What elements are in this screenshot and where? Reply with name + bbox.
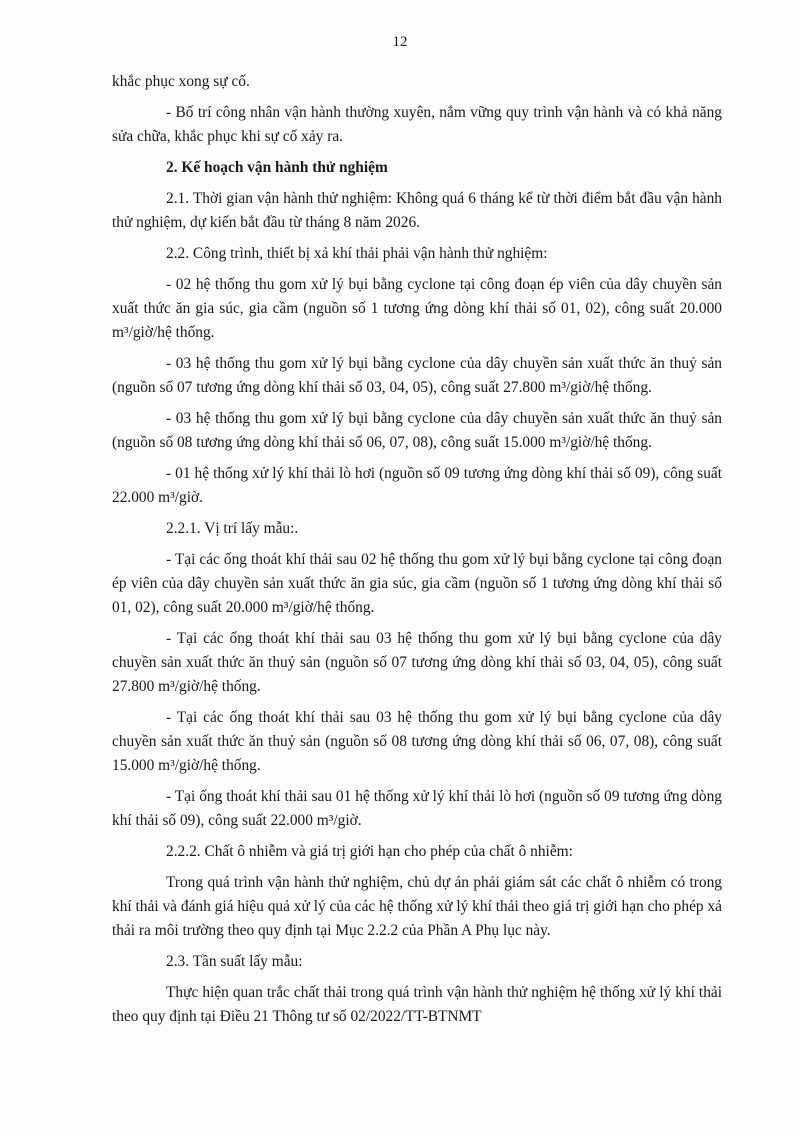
paragraph: 2.2.2. Chất ô nhiễm và giá trị giới hạn cho phép của chất ô nhiễm:	[166, 843, 573, 860]
paragraph: Thực hiện quan trắc chất thải trong quá trình vận hành thử nghiệm hệ thống xử lý khí thải theo quy định tại Điều 21 Thông tư số 02/2022/TT-BTNMT	[112, 984, 722, 1025]
paragraph: 2.3. Tần suất lấy mẫu:	[166, 953, 303, 970]
paragraph: khắc phục xong sự cố.	[112, 73, 250, 90]
section-heading: 2. Kế hoạch vận hành thử nghiệm	[166, 159, 388, 176]
paragraph: - Bố trí công nhân vận hành thường xuyên, nắm vững quy trình vận hành và có khả năng sửa chữa, khắc phục khi sự cố xảy ra.	[112, 104, 722, 145]
paragraph: - Tại ống thoát khí thải sau 01 hệ thống xử lý khí thải lò hơi (nguồn số 09 tương ứng dòng khí thải số 09), công suất 22.000 m³/giờ.	[112, 788, 722, 829]
paragraph: - 03 hệ thống thu gom xử lý bụi bằng cyclone của dây chuyền sản xuất thức ăn thuỷ sản (nguồn số 07 tương ứng dòng khí thải số 03, 04, 05), công suất 27.800 m³/giờ/hệ thống.	[112, 355, 722, 396]
paragraph: - Tại các ống thoát khí thải sau 02 hệ thống thu gom xử lý bụi bằng cyclone tại công đoạn ép viên của dây chuyền sản xuất thức ăn gia súc, gia cầm (nguồn số 1 tương ứng dòng khí thải số 01, 02), công suất 20.000 m³/giờ/hệ thống.	[112, 551, 722, 616]
paragraph: - 03 hệ thống thu gom xử lý bụi bằng cyclone của dây chuyền sản xuất thức ăn thuỷ sản (nguồn số 08 tương ứng dòng khí thải số 06, 07, 08), công suất 15.000 m³/giờ/hệ thống.	[112, 410, 722, 451]
paragraph: - 01 hệ thống xử lý khí thải lò hơi (nguồn số 09 tương ứng dòng khí thải số 09), công suất 22.000 m³/giờ.	[112, 465, 722, 506]
paragraph: 2.2.1. Vị trí lấy mẫu:.	[166, 520, 299, 537]
paragraph: - 02 hệ thống thu gom xử lý bụi bằng cyclone tại công đoạn ép viên của dây chuyền sản xuất thức ăn gia súc, gia cầm (nguồn số 1 tương ứng dòng khí thải số 01, 02), công suất 20.000 m³/giờ/hệ thống.	[112, 276, 722, 341]
paragraph: - Tại các ống thoát khí thải sau 03 hệ thống thu gom xử lý bụi bằng cyclone của dây chuyền sản xuất thức ăn thuỷ sản (nguồn số 07 tương ứng dòng khí thải số 03, 04, 05), công suất 27.800 m³/giờ/hệ thống.	[112, 630, 722, 695]
document-body	[112, 70, 722, 1036]
paragraph: - Tại các ống thoát khí thải sau 03 hệ thống thu gom xử lý bụi bằng cyclone của dây chuyền sản xuất thức ăn thuỷ sản (nguồn số 08 tương ứng dòng khí thải số 06, 07, 08), công suất 15.000 m³/giờ/hệ thống.	[112, 709, 722, 774]
paragraph: Trong quá trình vận hành thử nghiệm, chủ dự án phải giám sát các chất ô nhiễm có trong khí thải và đánh giá hiệu quả xử lý của các hệ thống xử lý khí thải theo giá trị giới hạn cho phép xả thải ra môi trường theo quy định tại Mục 2.2.2 của Phần A Phụ lục này.	[112, 874, 722, 939]
paragraph: 2.1. Thời gian vận hành thử nghiệm: Không quá 6 tháng kể từ thời điểm bắt đầu vận hành thử nghiệm, dự kiến bắt đầu từ tháng 8 năm 2026.	[112, 190, 722, 231]
paragraph: 2.2. Công trình, thiết bị xả khí thải phải vận hành thử nghiệm:	[166, 245, 548, 262]
page-number: 12	[392, 34, 408, 50]
